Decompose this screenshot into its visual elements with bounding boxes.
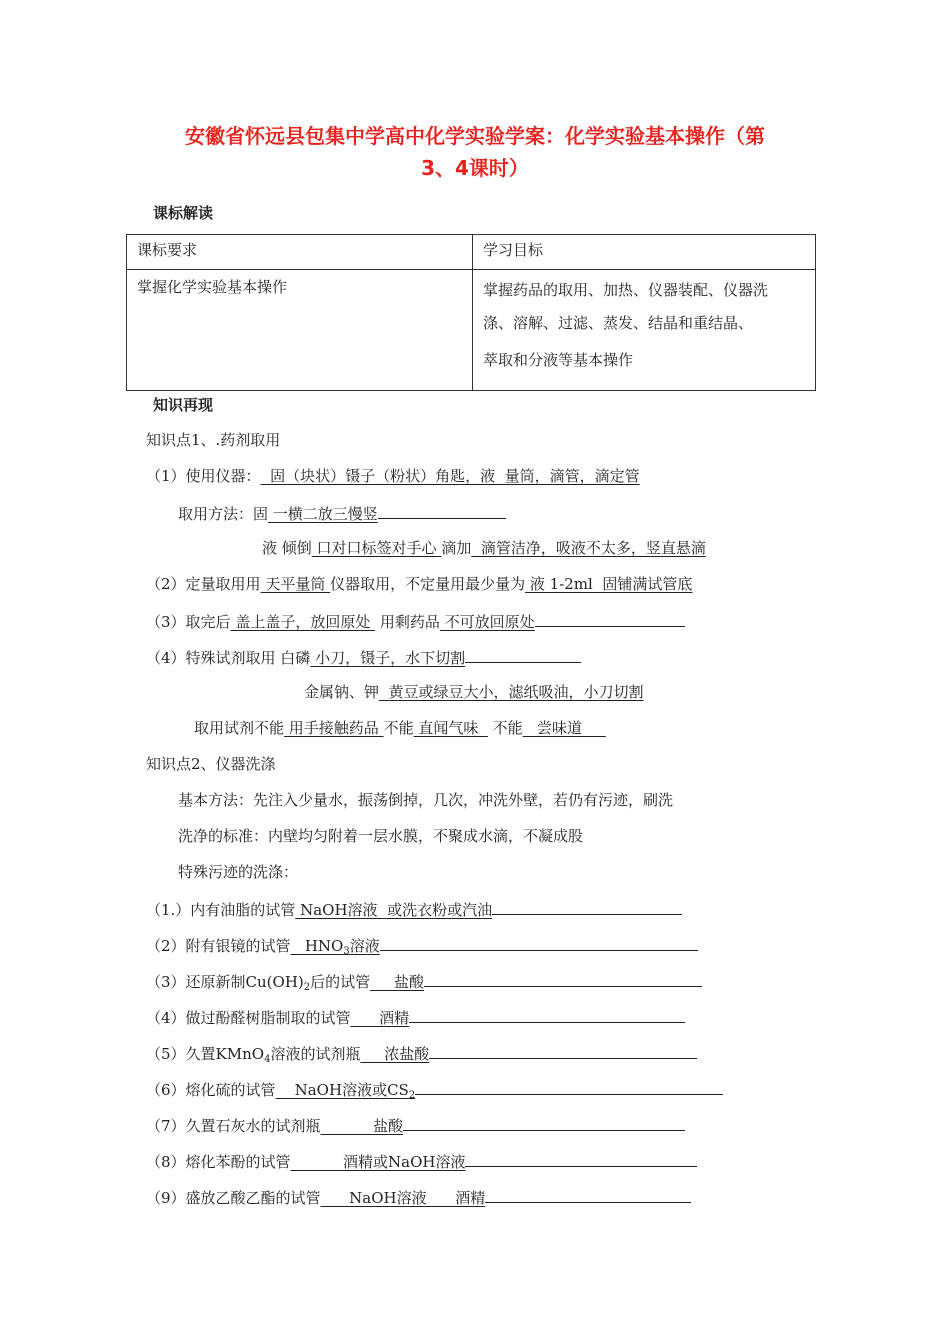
kp1-line-instruments: （1）使用仪器： 固（块状）镊子（粉状）角匙，液 量筒，滴管，滴定管 bbox=[146, 467, 640, 485]
table-header-requirement: 课标要求 bbox=[127, 235, 473, 270]
kp1-line-method-solid: 取用方法：固 一横二放三慢竖 bbox=[178, 502, 506, 524]
kp1-title: 知识点1、.药剂取用 bbox=[146, 431, 281, 449]
kp1-line-prohibitions: 取用试剂不能 用手接触药品 不能 直闻气味 不能 尝味道 bbox=[194, 719, 606, 737]
kp2-clean-standard: 洗净的标准：内壁均匀附着一层水膜，不聚成水滴，不凝成股 bbox=[178, 827, 584, 845]
kp2-basic-method: 基本方法：先注入少量水，振荡倒掉，几次，冲洗外壁，若仍有污迹，刷洗 bbox=[178, 791, 674, 809]
standards-table bbox=[126, 234, 816, 391]
title-line-1: 安徽省怀远县包集中学高中化学实验学案：化学实验基本操作（第 bbox=[185, 124, 765, 148]
table-cell-objective: 掌握药品的取用、加热、仪器装配、仪器洗 涤、溶解、过滤、蒸发、结晶和重结晶、 萃取和分液等基本操作 bbox=[473, 270, 816, 391]
kp1-line-special-sodium: 金属钠、钾 黄豆或绿豆大小，滤纸吸油，小刀切割 bbox=[304, 683, 644, 701]
table-cell-requirement: 掌握化学实验基本操作 bbox=[127, 270, 473, 391]
list-item: （9）盛放乙酸乙酯的试管 NaOH溶液 酒精 bbox=[146, 1186, 691, 1208]
kp1-line-method-liquid: 液 倾倒 口对口标签对手心 滴加 滴管洁净，吸液不太多，竖直悬滴 bbox=[262, 539, 706, 557]
title-line-2: 3、4课时） bbox=[421, 156, 529, 180]
list-item: （4）做过酚醛树脂制取的试管 酒精 bbox=[146, 1006, 685, 1028]
list-item: （1.）内有油脂的试管 NaOH溶液 或洗衣粉或汽油 bbox=[146, 898, 682, 920]
table-header-objective: 学习目标 bbox=[473, 235, 816, 270]
kp2-special-heading: 特殊污迹的洗涤： bbox=[178, 863, 299, 881]
list-item: （8）熔化苯酚的试管 酒精或NaOH溶液 bbox=[146, 1150, 697, 1172]
document-title bbox=[110, 120, 840, 184]
kp2-title: 知识点2、仪器洗涤 bbox=[146, 755, 276, 773]
kp1-line-after-use: （3）取完后 盖上盖子，放回原处 用剩药品 不可放回原处 bbox=[146, 610, 685, 632]
section-heading-standards: 课标解读 bbox=[153, 204, 214, 222]
kp1-line-special-phosphorus: （4）特殊试剂取用 白磷 小刀，镊子，水下切割 bbox=[146, 646, 581, 668]
list-item: （2）附有银镜的试管 $HNO_3$溶液 bbox=[146, 934, 698, 962]
section-heading-knowledge: 知识再现 bbox=[153, 396, 214, 414]
list-item: （5）久置KMnO$_4$溶液的试剂瓶 浓盐酸 bbox=[146, 1042, 697, 1070]
list-item: （3）还原新制$Cu(OH)_2$后的试管 盐酸 bbox=[146, 970, 702, 998]
kp1-line-quantitative: （2）定量取用用 天平量筒 仪器取用，不定量用最少量为 液 1-2ml 固铺满试管底 bbox=[146, 575, 693, 593]
list-item: （6）熔化硫的试管 NaOH溶液或$CS_2$ bbox=[146, 1078, 723, 1106]
list-item: （7）久置石灰水的试剂瓶 盐酸 bbox=[146, 1114, 685, 1136]
